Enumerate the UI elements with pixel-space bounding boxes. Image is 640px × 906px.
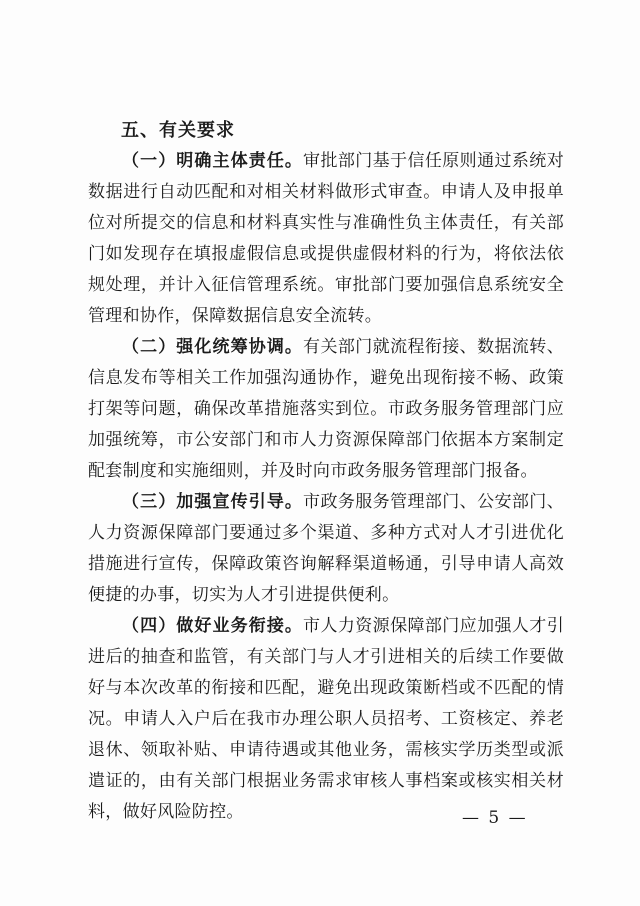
- paragraph-lead: （四）做好业务衔接。: [122, 616, 304, 636]
- paragraph-business-connection: [88, 611, 564, 828]
- paragraph-lead: （二）强化统筹协调。: [122, 337, 304, 357]
- paragraph-publicity: [88, 487, 564, 611]
- paragraph-text: 市人力资源保障部门应加强人才引进后的抽查和监管，有关部门与人才引进相关的后续工作要做好与本次改革的衔接和匹配，避免出现政策断档或不匹配的情况。申请人入户后在我市办理公职人员招考、工资核定、养老退休、领取补贴、申请待遇或其他业务，需核实学历类型或派遣证的，由有关部门根据业务需求审核人事档案或核实相关材料，做好风险防控。: [88, 616, 565, 822]
- paragraph-responsibility: [88, 146, 564, 332]
- paragraph-text: 审批部门基于信任原则通过系统对数据进行自动匹配和对相关材料做形式审查。申请人及申报单位对所提交的信息和材料真实性与准确性负主体责任，有关部门如发现存在填报虚假信息或提供虚假材料的行为，将依法依规处理，并计入征信管理系统。审批部门要加强信息系统安全管理和协作，保障数据信息安全流转。: [88, 151, 565, 326]
- paragraph-lead: （一）明确主体责任。: [122, 151, 304, 171]
- page-number: — 5 —: [462, 808, 528, 828]
- paragraph-text: 市政务服务管理部门、公安部门、人力资源保障部门要通过多个渠道、多种方式对人才引进优化措施进行宣传，保障政策咨询解释渠道畅通，引导申请人高效便捷的办事，切实为人才引进提供便利。: [88, 492, 565, 605]
- paragraph-lead: （三）加强宣传引导。: [122, 492, 304, 512]
- paragraph-coordination: [88, 332, 564, 487]
- document-body: [88, 146, 564, 828]
- section-heading: 五、有关要求: [121, 120, 235, 141]
- paragraph-text: 有关部门就流程衔接、数据流转、信息发布等相关工作加强沟通协作，避免出现衔接不畅、政策打架等问题，确保改革措施落实到位。市政务服务管理部门应加强统筹，市公安部门和市人力资源保障部门依据本方案制定配套制度和实施细则，并及时向市政务服务管理部门报备。: [88, 337, 565, 481]
